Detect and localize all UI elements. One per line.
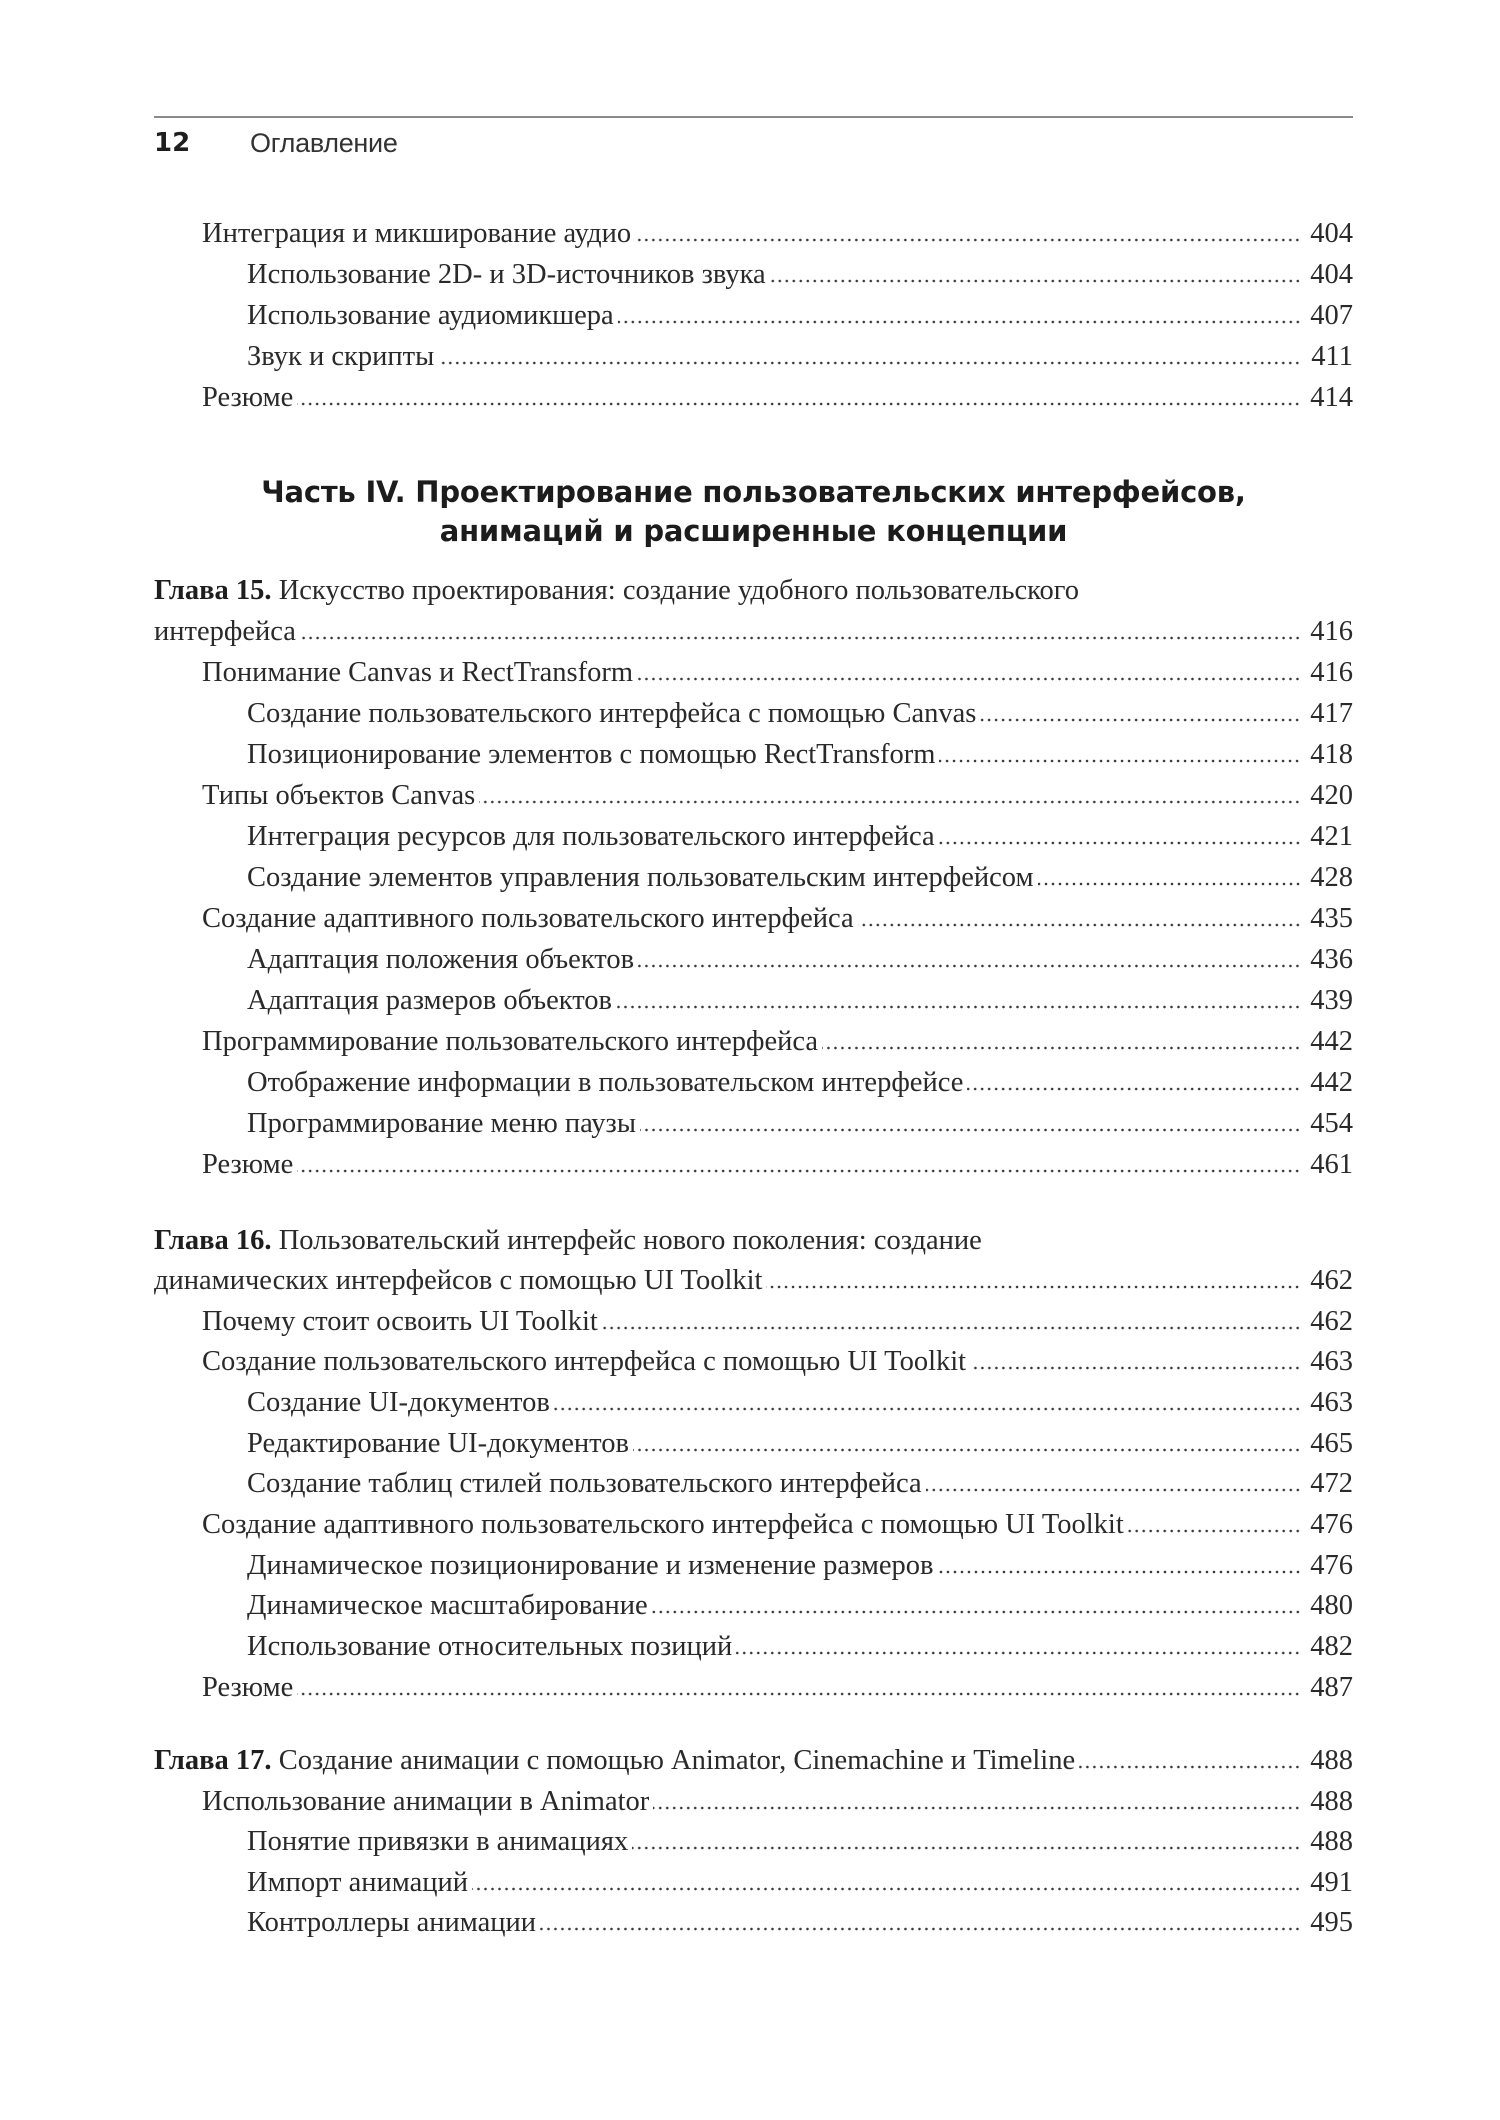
toc-entry-title: Создание пользовательского интерфейса с помощью Canvas [247, 698, 977, 729]
toc-entry-title: Программирование меню паузы [247, 1108, 636, 1139]
toc-entry[interactable] [247, 734, 1353, 775]
toc-entry-title: Создание элементов управления пользовательским интерфейсом [247, 862, 1034, 893]
toc-entry[interactable] [202, 1667, 1353, 1708]
toc-entry[interactable] [247, 939, 1353, 980]
toc-entry-page: 404 [1310, 259, 1353, 290]
toc-entry-title: Создание пользовательского интерфейса с помощью UI Toolkit [202, 1346, 967, 1377]
chapter-label: Глава 17. [154, 1745, 272, 1776]
toc-entry-page: 488 [1310, 1826, 1353, 1857]
chapter-title: Создание анимации с помощью Animator, Cinemachine и Timeline [278, 1745, 1076, 1776]
toc-entry-page: 411 [1311, 341, 1353, 372]
toc-entry-title: Отображение информации в пользовательском интерфейсе [247, 1067, 964, 1098]
toc-entry[interactable] [247, 1821, 1353, 1862]
toc-entry-page: 463 [1310, 1387, 1353, 1418]
toc-entry[interactable] [202, 1341, 1353, 1382]
leader-dots [635, 238, 1301, 242]
chapter-16-heading[interactable] [154, 1220, 982, 1261]
toc-entry-page: 487 [1310, 1672, 1353, 1703]
leader-dots [970, 1366, 1301, 1370]
toc-entry[interactable] [247, 1062, 1353, 1103]
toc-entry-page: 495 [1310, 1907, 1353, 1938]
leader-dots [653, 1806, 1301, 1810]
chapter-16-heading-cont[interactable] [154, 1260, 1353, 1301]
toc-entry-title: Динамическое позиционирование и изменение размеров [247, 1550, 934, 1581]
toc-entry[interactable] [202, 652, 1353, 693]
toc-entry[interactable] [202, 1144, 1353, 1185]
toc-entry-page: 418 [1310, 739, 1353, 770]
toc-entry-page: 435 [1310, 903, 1353, 934]
toc-entry-page: 463 [1310, 1346, 1353, 1377]
chapter-label: Глава 16. [154, 1225, 272, 1256]
toc-entry[interactable] [202, 898, 1353, 939]
toc-entry-title: Понятие привязки в анимациях [247, 1826, 629, 1857]
chapter-17-heading[interactable] [154, 1740, 1353, 1781]
chapter-title-cont: динамических интерфейсов с помощью UI Toolkit [154, 1265, 763, 1296]
toc-entry[interactable] [247, 1902, 1353, 1943]
toc-entry[interactable] [202, 1504, 1353, 1545]
toc-entry[interactable] [247, 254, 1353, 295]
toc-entry-page: 442 [1310, 1026, 1353, 1057]
toc-entry[interactable] [247, 816, 1353, 857]
toc-entry[interactable] [247, 980, 1353, 1021]
chapter-page: 416 [1310, 616, 1353, 647]
leader-dots [766, 1285, 1301, 1289]
chapter-title-cont: интерфейса [154, 616, 296, 647]
leader-dots [1079, 1765, 1301, 1769]
toc-entry-page: 472 [1310, 1468, 1353, 1499]
leader-dots [602, 1326, 1301, 1330]
toc-entry[interactable] [247, 1103, 1353, 1144]
toc-entry-title: Адаптация размеров объектов [247, 985, 613, 1016]
leader-dots [1038, 882, 1302, 886]
toc-entry-page: 420 [1310, 780, 1353, 811]
toc-entry-title: Использование относительных позиций [247, 1631, 733, 1662]
toc-entry-page: 407 [1310, 300, 1353, 331]
toc-entry-page: 421 [1310, 821, 1353, 852]
toc-entry-page: 461 [1310, 1149, 1353, 1180]
chapter-title: Пользовательский интерфейс нового поколения: создание [278, 1225, 982, 1256]
toc-entry[interactable] [247, 295, 1353, 336]
toc-entry-title: Программирование пользовательского интерфейса [202, 1026, 819, 1057]
leader-dots [479, 800, 1301, 804]
toc-entry-title: Позиционирование элементов с помощью RectTransform [247, 739, 936, 770]
running-title: Оглавление [250, 128, 398, 158]
leader-dots [822, 1046, 1301, 1050]
toc-entry-title: Резюме [202, 1149, 294, 1180]
toc-entry[interactable] [202, 775, 1353, 816]
toc-entry-page: 491 [1310, 1867, 1353, 1898]
toc-entry-title: Использование 2D- и 3D-источников звука [247, 259, 766, 290]
leader-dots [980, 718, 1301, 722]
header-rule [154, 116, 1353, 118]
toc-entry[interactable] [202, 1301, 1353, 1342]
toc-entry-page: 428 [1310, 862, 1353, 893]
toc-entry[interactable] [247, 1862, 1353, 1903]
leader-dots [297, 1692, 1301, 1696]
leader-dots [1128, 1529, 1301, 1533]
leader-dots [939, 759, 1301, 763]
toc-entry-title: Создание адаптивного пользовательского интерфейса [202, 903, 854, 934]
toc-entry-page: 442 [1310, 1067, 1353, 1098]
toc-entry-title: Контроллеры анимации [247, 1907, 537, 1938]
leader-dots [554, 1407, 1301, 1411]
toc-entry-title: Звук и скрипты [247, 341, 435, 372]
toc-entry[interactable] [202, 213, 1353, 254]
toc-entry[interactable] [202, 377, 1353, 418]
toc-entry-title: Создание адаптивного пользовательского интерфейса с помощью UI Toolkit [202, 1509, 1124, 1540]
toc-entry[interactable] [247, 1382, 1353, 1423]
toc-entry[interactable] [247, 1585, 1353, 1626]
leader-dots [633, 1448, 1301, 1452]
leader-dots [616, 1005, 1301, 1009]
chapter-15-heading[interactable] [154, 570, 1079, 611]
leader-dots [638, 964, 1301, 968]
leader-dots [632, 1846, 1301, 1850]
toc-entry-page: 417 [1310, 698, 1353, 729]
leader-dots [297, 402, 1301, 406]
toc-entry-title: Редактирование UI-документов [247, 1428, 629, 1459]
toc-entry[interactable] [247, 857, 1353, 898]
chapter-15-heading-cont[interactable] [154, 611, 1353, 652]
leader-dots [770, 279, 1301, 283]
chapter-page: 488 [1310, 1745, 1353, 1776]
toc-entry-page: 454 [1310, 1108, 1353, 1139]
toc-entry-title: Интеграция ресурсов для пользовательского интерфейса [247, 821, 935, 852]
toc-entry-page: 462 [1310, 1306, 1353, 1337]
page-number: 12 [154, 128, 191, 158]
leader-dots [438, 361, 1301, 365]
leader-dots [640, 1128, 1301, 1132]
toc-entry-title: Типы объектов Canvas [202, 780, 476, 811]
toc-entry[interactable] [247, 1463, 1353, 1504]
leader-dots [300, 636, 1301, 640]
toc-entry-page: 414 [1310, 382, 1353, 413]
toc-entry-page: 480 [1310, 1590, 1353, 1621]
chapter-heading-text [154, 1740, 1075, 1781]
toc-entry-page: 439 [1310, 985, 1353, 1016]
toc-entry[interactable] [247, 693, 1353, 734]
toc-entry-title: Создание таблиц стилей пользовательского интерфейса [247, 1468, 922, 1499]
leader-dots [652, 1610, 1301, 1614]
toc-entry-title: Создание UI-документов [247, 1387, 550, 1418]
leader-dots [939, 841, 1301, 845]
toc-entry[interactable] [247, 336, 1353, 377]
toc-entry-title: Использование аудиомикшера [247, 300, 614, 331]
toc-entry[interactable] [247, 1423, 1353, 1464]
toc-entry-title: Резюме [202, 382, 294, 413]
toc-entry-title: Почему стоит освоить UI Toolkit [202, 1306, 598, 1337]
toc-entry-page: 404 [1310, 218, 1353, 249]
toc-entry-page: 482 [1310, 1631, 1353, 1662]
part-heading-line2: анимаций и расширенные концепции [439, 514, 1068, 548]
toc-entry-title: Использование анимации в Animator [202, 1786, 650, 1817]
chapter-page: 462 [1310, 1265, 1353, 1296]
toc-entry-title: Понимание Canvas и RectTransform [202, 657, 634, 688]
toc-entry-page: 416 [1310, 657, 1353, 688]
toc-entry-page: 465 [1310, 1428, 1353, 1459]
leader-dots [297, 1169, 1301, 1173]
toc-entry-page: 476 [1310, 1550, 1353, 1581]
toc-entry[interactable] [202, 1781, 1353, 1822]
toc-entry-page: 488 [1310, 1786, 1353, 1817]
toc-entry-title: Резюме [202, 1672, 294, 1703]
toc-entry-title: Интеграция и микширование аудио [202, 218, 632, 249]
leader-dots [540, 1927, 1301, 1931]
leader-dots [637, 677, 1301, 681]
toc-entry[interactable] [202, 1021, 1353, 1062]
toc-entry-title: Импорт анимаций [247, 1867, 468, 1898]
leader-dots [618, 320, 1301, 324]
toc-entry-title: Динамическое масштабирование [247, 1590, 648, 1621]
toc-entry-page: 436 [1310, 944, 1353, 975]
chapter-title: Искусство проектирования: создание удобного пользовательского [278, 575, 1079, 606]
leader-dots [736, 1651, 1301, 1655]
toc-entry-title: Адаптация положения объектов [247, 944, 635, 975]
leader-dots [472, 1887, 1301, 1891]
toc-entry[interactable] [247, 1626, 1353, 1667]
leader-dots [967, 1087, 1301, 1091]
part-heading-line1: Часть IV. Проектирование пользовательских интерфейсов, [261, 475, 1246, 509]
leader-dots [926, 1488, 1301, 1492]
leader-dots [938, 1570, 1301, 1574]
chapter-label: Глава 15. [154, 575, 272, 606]
toc-entry[interactable] [247, 1545, 1353, 1586]
toc-entry-page: 476 [1310, 1509, 1353, 1540]
leader-dots [858, 923, 1301, 927]
